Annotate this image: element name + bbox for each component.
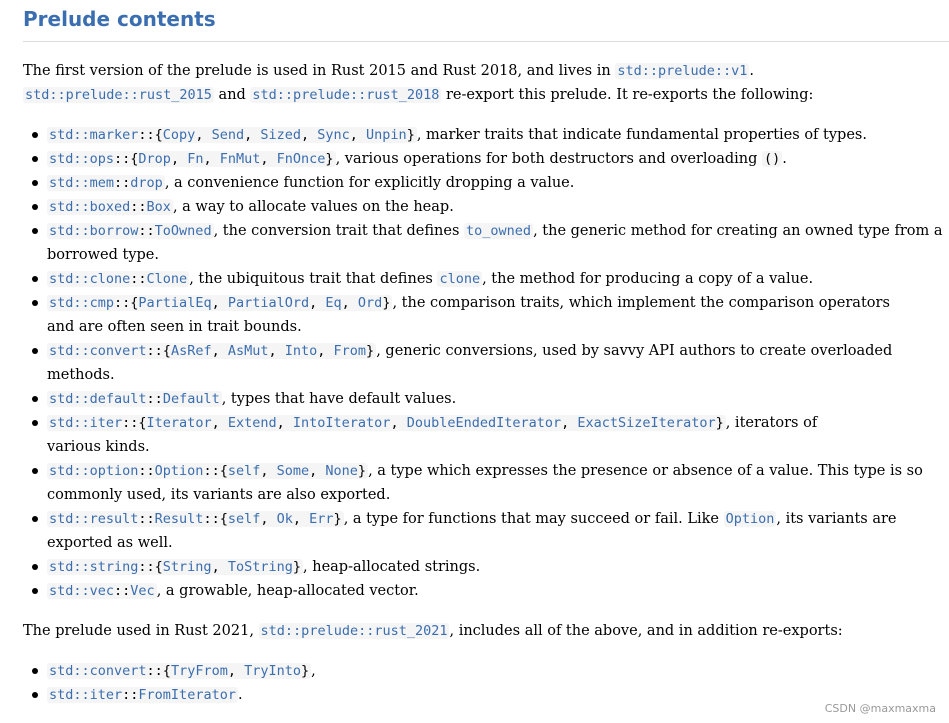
list-item-line bbox=[47, 291, 949, 315]
module-link[interactable]: std::string bbox=[49, 559, 139, 575]
code-path: std::string::{String, ToString} bbox=[49, 559, 302, 575]
code-path: std::iter::{Iterator, Extend, IntoIterator, DoubleEndedIterator, ExactSizeIterator} bbox=[49, 415, 724, 431]
list-item-line bbox=[47, 555, 949, 579]
list-item bbox=[23, 555, 949, 579]
item-link[interactable]: Option bbox=[154, 463, 204, 479]
item-description: , the comparison traits, which implement the comparison operators bbox=[392, 295, 890, 311]
code-link-prelude-v1[interactable]: std::prelude::v1 bbox=[617, 63, 748, 79]
item-link[interactable]: FnOnce bbox=[276, 151, 326, 167]
item-link[interactable]: Result bbox=[154, 511, 204, 527]
item-link[interactable]: Err bbox=[309, 511, 334, 527]
item-link[interactable]: AsMut bbox=[227, 343, 269, 359]
code-link-rust-2021[interactable]: std::prelude::rust_2021 bbox=[260, 623, 448, 639]
module-link[interactable]: std::option bbox=[49, 463, 139, 479]
code-link-rust-2015[interactable]: std::prelude::rust_2015 bbox=[25, 87, 212, 103]
item-link[interactable]: ExactSizeIterator bbox=[577, 415, 716, 431]
item-link[interactable]: ToOwned bbox=[154, 223, 212, 239]
item-link[interactable]: Into bbox=[284, 343, 318, 359]
item-description: . bbox=[782, 151, 787, 167]
code-path: std::clone::Clone bbox=[49, 271, 188, 287]
item-link[interactable]: Clone bbox=[146, 271, 188, 287]
page-title: Prelude contents bbox=[23, 0, 949, 42]
list-item-line bbox=[47, 267, 949, 291]
item-description: , the method for producing a copy of a value. bbox=[482, 271, 814, 287]
outro-paragraph: The prelude used in Rust 2021, std::prelude::rust_2021 , includes all of the above, and in addition re-exports: bbox=[23, 623, 843, 639]
list-item bbox=[23, 219, 949, 267]
list-item bbox=[23, 411, 949, 459]
list-item bbox=[23, 147, 949, 171]
reexport-list-2021 bbox=[23, 659, 949, 707]
item-link[interactable]: Some bbox=[276, 463, 310, 479]
module-link[interactable]: std::ops bbox=[49, 151, 115, 167]
item-link[interactable]: FromIterator bbox=[138, 687, 236, 703]
item-link[interactable]: Drop bbox=[138, 151, 171, 167]
list-item bbox=[23, 339, 949, 387]
item-description: , bbox=[311, 663, 316, 679]
module-link[interactable]: std::clone bbox=[49, 271, 131, 287]
item-description-continued: commonly used, its variants are also exported. bbox=[47, 487, 391, 503]
item-description: , a growable, heap-allocated vector. bbox=[156, 583, 419, 599]
item-link[interactable]: Default bbox=[162, 391, 220, 407]
inline-code[interactable]: Option bbox=[725, 511, 775, 527]
item-description: , the conversion trait that defines bbox=[213, 223, 465, 239]
module-link[interactable]: std::borrow bbox=[49, 223, 139, 239]
item-link[interactable]: Box bbox=[146, 199, 171, 215]
watermark: CSDN @maxmaxma bbox=[824, 702, 936, 715]
item-link[interactable]: Vec bbox=[130, 583, 155, 599]
code-path: std::default::Default bbox=[49, 391, 220, 407]
list-item-line bbox=[47, 507, 949, 531]
module-link[interactable]: std::convert bbox=[49, 343, 147, 359]
list-item-line bbox=[47, 147, 949, 171]
item-link[interactable]: TryInto bbox=[244, 663, 302, 679]
item-description: , a type which expresses the presence or absence of a value. This type is so bbox=[368, 463, 923, 479]
item-description: , the generic method for creating an owned type from a bbox=[533, 223, 943, 239]
module-link[interactable]: std::convert bbox=[49, 663, 147, 679]
list-item-line bbox=[47, 339, 949, 363]
list-item bbox=[23, 291, 949, 339]
list-item-line bbox=[47, 659, 949, 683]
code-path: std::borrow::ToOwned bbox=[49, 223, 212, 239]
item-link[interactable]: PartialEq bbox=[138, 295, 212, 311]
module-link[interactable]: std::boxed bbox=[49, 199, 131, 215]
item-link[interactable]: Fn bbox=[187, 151, 204, 167]
item-link[interactable]: Ord bbox=[357, 295, 383, 311]
inline-code[interactable]: to_owned bbox=[466, 223, 532, 239]
item-link[interactable]: Ok bbox=[276, 511, 293, 527]
list-item-line bbox=[47, 683, 949, 707]
item-description: , a type for functions that may succeed or fail. Like bbox=[343, 511, 724, 527]
item-description: , marker traits that indicate fundamental properties of types. bbox=[416, 127, 867, 143]
code-path: std::ops::{Drop, Fn, FnMut, FnOnce} bbox=[49, 151, 334, 167]
code-path: std::convert::{AsRef, AsMut, Into, From} bbox=[49, 343, 375, 359]
list-item bbox=[23, 171, 949, 195]
code-path: std::marker::{Copy, Send, Sized, Sync, Unpin} bbox=[49, 127, 415, 143]
item-description: , generic conversions, used by savvy API authors to create overloaded bbox=[376, 343, 893, 359]
module-link[interactable]: std::iter bbox=[49, 415, 123, 431]
list-item-line bbox=[47, 171, 949, 195]
list-item-line bbox=[47, 387, 949, 411]
item-description: , iterators of bbox=[725, 415, 818, 431]
list-item-line bbox=[47, 219, 949, 243]
intro-line-1: The first version of the prelude is used in Rust 2015 and Rust 2018, and lives in std::prelude::v1 . bbox=[23, 63, 754, 79]
item-description: , types that have default values. bbox=[221, 391, 457, 407]
module-link[interactable]: std::default bbox=[49, 391, 147, 407]
item-description-continued: various kinds. bbox=[47, 439, 150, 455]
list-item bbox=[23, 579, 949, 603]
module-link[interactable]: std::result bbox=[49, 511, 139, 527]
item-link[interactable]: Copy bbox=[162, 127, 196, 143]
reexport-list bbox=[23, 123, 949, 603]
code-path: std::convert::{TryFrom, TryInto} bbox=[49, 663, 310, 679]
item-description: , various operations for both destructors and overloading bbox=[335, 151, 763, 167]
item-description: , its variants are bbox=[776, 511, 897, 527]
item-link[interactable]: Eq bbox=[325, 295, 342, 311]
item-link[interactable]: From bbox=[333, 343, 367, 359]
item-link[interactable]: Sized bbox=[260, 127, 301, 143]
item-description-continued: methods. bbox=[47, 367, 115, 383]
code-link-rust-2018[interactable]: std::prelude::rust_2018 bbox=[252, 87, 440, 103]
module-link[interactable]: std::marker bbox=[49, 127, 139, 143]
item-link[interactable]: Iterator bbox=[146, 415, 212, 431]
code-path: std::mem::drop bbox=[49, 175, 163, 191]
item-link[interactable]: Unpin bbox=[366, 127, 407, 143]
item-description: , a convenience function for explicitly dropping a value. bbox=[164, 175, 575, 191]
item-link[interactable]: String bbox=[162, 559, 212, 575]
module-link[interactable]: std::mem bbox=[49, 175, 115, 191]
item-link[interactable]: drop bbox=[130, 175, 163, 191]
item-link[interactable]: ToString bbox=[227, 559, 293, 575]
code-path: std::result::Result::{self, Ok, Err} bbox=[49, 511, 342, 527]
list-item-line bbox=[47, 579, 949, 603]
list-item bbox=[23, 683, 949, 707]
module-link[interactable]: std::cmp bbox=[49, 295, 115, 311]
item-description: . bbox=[237, 687, 243, 703]
list-item bbox=[23, 459, 949, 507]
code-path: std::iter::FromIterator bbox=[49, 687, 236, 703]
list-item-line bbox=[47, 123, 949, 147]
list-item bbox=[23, 123, 949, 147]
item-description: , a way to allocate values on the heap. bbox=[172, 199, 454, 215]
item-description-continued: and are often seen in trait bounds. bbox=[47, 319, 302, 335]
list-item bbox=[23, 507, 949, 555]
item-link[interactable]: Sync bbox=[317, 127, 350, 143]
item-link[interactable]: Send bbox=[211, 127, 245, 143]
item-link[interactable]: None bbox=[325, 463, 358, 479]
code-path: std::boxed::Box bbox=[49, 199, 171, 215]
item-description: , the ubiquitous trait that defines bbox=[189, 271, 438, 287]
item-link[interactable]: self bbox=[227, 463, 261, 479]
intro-line-2: std::prelude::rust_2015 and std::prelude::rust_2018 re-export this prelude. It re-exports the following: bbox=[25, 87, 814, 103]
item-link[interactable]: AsRef bbox=[170, 343, 212, 359]
list-item bbox=[23, 659, 949, 683]
inline-code: () bbox=[764, 151, 781, 167]
item-description: , heap-allocated strings. bbox=[303, 559, 481, 575]
code-path: std::cmp::{PartialEq, PartialOrd, Eq, Ord} bbox=[49, 295, 391, 311]
item-link[interactable]: Extend bbox=[227, 415, 277, 431]
list-item-line bbox=[47, 411, 949, 435]
item-link[interactable]: self bbox=[227, 511, 261, 527]
list-item-line bbox=[47, 195, 949, 219]
item-link[interactable]: IntoIterator bbox=[292, 415, 391, 431]
item-description-continued: borrowed type. bbox=[47, 247, 159, 263]
code-path: std::vec::Vec bbox=[49, 583, 155, 599]
list-item bbox=[23, 387, 949, 411]
item-link[interactable]: TryFrom bbox=[170, 663, 228, 679]
item-link[interactable]: FnMut bbox=[219, 151, 261, 167]
inline-code[interactable]: clone bbox=[439, 271, 481, 287]
item-link[interactable]: PartialOrd bbox=[227, 295, 310, 311]
module-link[interactable]: std::vec bbox=[49, 583, 115, 599]
list-item-line bbox=[47, 459, 949, 483]
main-content bbox=[23, 0, 949, 707]
list-item bbox=[23, 195, 949, 219]
module-link[interactable]: std::iter bbox=[49, 687, 123, 703]
item-description-continued: exported as well. bbox=[47, 535, 173, 551]
code-path: std::option::Option::{self, Some, None} bbox=[49, 463, 367, 479]
intro-paragraph bbox=[23, 59, 949, 107]
list-item bbox=[23, 267, 949, 291]
item-link[interactable]: DoubleEndedIterator bbox=[406, 415, 562, 431]
